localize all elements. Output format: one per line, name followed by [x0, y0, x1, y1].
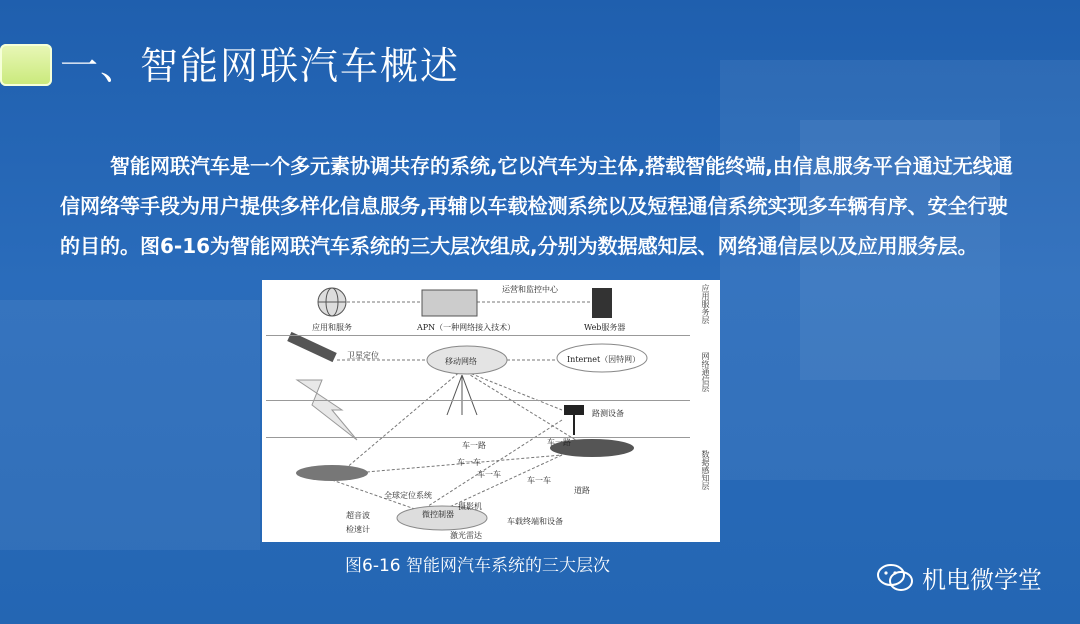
label-car-car-2: 车一车	[477, 470, 501, 479]
page-title: 一、智能网联汽车概述	[60, 44, 461, 88]
layer-label-app: 应用服务层	[701, 284, 710, 324]
background-machine-shape	[0, 300, 260, 550]
label-apn: APN（一种网络接入技术）	[417, 323, 516, 332]
label-ultrasonic: 超音波	[346, 511, 370, 520]
label-car-road-2: 车一路	[547, 438, 571, 447]
body-paragraph: 智能网联汽车是一个多元素协调共存的系统,它以汽车为主体,搭载智能终端,由信息服务平台通过无线通信网络等手段为用户提供多样化信息服务,再辅以车载检测系统以及短程通信系统实现多车辆有序、安全行驶的目的。图6-16为智能网联汽车系统的三大层次组成,分别为数据感知层、网络通信层以及应用服务层。	[60, 154, 1013, 258]
layer-label-data: 数据感知层	[701, 450, 710, 490]
layer-divider	[266, 335, 690, 336]
label-road: 道路	[574, 486, 590, 495]
layer-divider	[266, 437, 690, 438]
label-gps: 全球定位系统	[384, 491, 432, 500]
layer-label-net: 网络通信层	[701, 352, 710, 392]
label-roadside: 路测设备	[592, 409, 624, 418]
label-mobile-net: 移动网络	[445, 357, 477, 366]
brand	[876, 560, 1042, 595]
label-lidar: 激光雷达	[450, 531, 482, 540]
label-satellite: 卫星定位	[347, 351, 379, 360]
label-terminal: 车载终端和设备	[507, 517, 563, 526]
layer-divider	[266, 400, 690, 401]
brand-name: 机电微学堂	[922, 566, 1042, 594]
label-web-server: Web服务器	[584, 323, 626, 332]
figure-caption: 图6-16 智能网汽车系统的三大层次	[345, 556, 610, 576]
label-car-car-1: 车一车	[457, 458, 481, 467]
title-badge	[0, 44, 52, 86]
label-internet: Internet（因特网）	[567, 355, 641, 364]
label-speedometer: 检速计	[346, 525, 370, 534]
wechat-icon	[876, 563, 914, 593]
label-center: 运营和监控中心	[502, 285, 558, 294]
label-car-road-1: 车一路	[462, 441, 486, 450]
figure-diagram	[262, 280, 720, 542]
label-app-service: 应用和服务	[312, 323, 352, 332]
label-car-car-3: 车一车	[527, 476, 551, 485]
figure-lines	[262, 280, 720, 542]
label-camera: 摄影机	[458, 502, 482, 511]
label-control: 微控制器	[422, 510, 454, 519]
